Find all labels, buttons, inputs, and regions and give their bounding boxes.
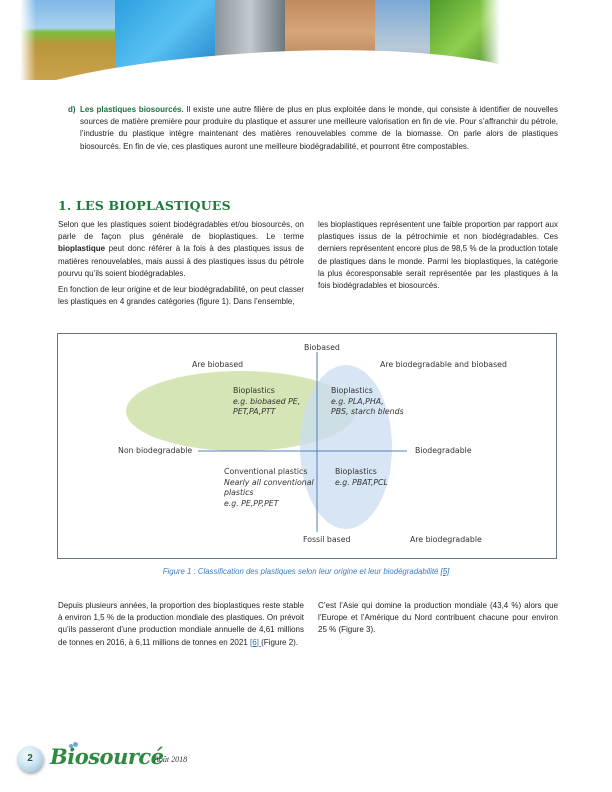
axis-label-biodegradable: Biodegradable (415, 446, 472, 455)
block-line: Nearly all conventional (224, 477, 314, 487)
banner-fade-left (20, 0, 36, 80)
block-line: e.g. PE,PP,PET (224, 498, 279, 508)
intro-body: Il existe une autre filière de plus en plus exploitée dans le monde, qui consiste à identifier de nouvelles sources de matière première pour produire du plastique et assurer une meilleure valorisation en fin de vie. Pour s’affranchir du pétrole, l’industrie du plastique intègre maintenant des matières renouvelables comme de la biomasse. On parle alors de plastiques biosourcés. En fin de vie, ces plastiques auront une meilleure biodégradabilité, et pourront être compostables. (80, 105, 558, 151)
text-run: Depuis plusieurs années, la proportion des bioplastiques reste stable à environ 1,5 % de la production mondiale des plastiques. On prévoit qu’ils passeront d’une production mondiale annuelle de 4,61 millions de tonnes en 2016, à 6,11 millions de tonnes en 2021 (58, 601, 304, 647)
block-line: plastics (224, 488, 254, 497)
reference-link-6[interactable]: [6] (250, 637, 262, 647)
text-run: Selon que les plastiques soient biodégradables et/ou biosourcés, on parle de façon plus générale de bioplastiques. Le terme (58, 220, 304, 242)
reference-link-5[interactable]: [5] (440, 567, 450, 576)
issue-date: Août 2018 (154, 755, 188, 764)
section-left-column (58, 219, 304, 312)
text-run: peut donc référer à la fois à des plastiques issus de matières renouvelables, mais aussi à des plastiques issus du pétrole pourvu qu’ils soient biodégradables. (58, 244, 304, 278)
block-line: PET,PA,PTT (233, 407, 276, 416)
brand-logo: Biosourcé (50, 744, 164, 769)
section-title: 1. LES BIOPLASTIQUES (58, 198, 231, 213)
text-run: (Figure 2). (261, 637, 299, 647)
page-number-badge: 2 (17, 746, 43, 772)
block-conventional-plastics (224, 467, 314, 509)
block-line: e.g. PBAT,PCL (335, 477, 388, 487)
block-biobased-bioplastics (233, 386, 300, 418)
block-title: Bioplastics (233, 386, 275, 395)
block-line: PBS, starch blends (331, 407, 404, 416)
section-right-column (318, 219, 558, 296)
block-biodegradable-biobased-bioplastics (331, 386, 404, 418)
block-title: Bioplastics (331, 386, 373, 395)
figure-caption (0, 567, 612, 576)
bottom-left-paragraph (58, 600, 304, 649)
block-title: Bioplastics (335, 467, 377, 476)
quadrant-label-are-biodegradable: Are biodegradable (410, 535, 482, 544)
list-marker: d) (68, 105, 76, 114)
bold-term: bioplastique (58, 244, 106, 254)
block-line: e.g. biobased PE, (233, 396, 301, 406)
axis-label-biobased: Biobased (304, 343, 340, 352)
block-fossil-biodegradable-bioplastics (335, 467, 388, 488)
block-line: e.g. PLA,PHA, (331, 396, 384, 406)
quadrant-label-biodegradable-biobased: Are biodegradable and biobased (380, 360, 507, 369)
paragraph: En fonction de leur origine et de leur biodégradabilité, on peut classer les plastiques en 4 grandes catégories (figure 1). Dans l’ensemble, (58, 285, 304, 307)
intro-paragraph (68, 104, 558, 153)
caption-text: Figure 1 : Classification des plastiques selon leur origine et leur biodégradabilité (162, 567, 441, 576)
bottom-right-paragraph: C’est l’Asie qui domine la production mondiale (43,4 %) alors que l’Europe et l’Amérique du Nord contribuent chacune pour environ 25 % (Figure 3). (318, 601, 558, 635)
banner-fade-right (480, 0, 500, 80)
header-banner (20, 0, 500, 80)
figure-classification-diagram (57, 333, 557, 559)
intro-lead: Les plastiques biosourcés. (80, 105, 184, 114)
quadrant-label-are-biobased: Are biobased (192, 360, 244, 369)
block-title: Conventional plastics (224, 467, 308, 476)
paragraph (58, 219, 304, 280)
axis-label-non-biodegradable: Non biodegradable (118, 446, 193, 455)
paragraph: les bioplastiques représentent une faible proportion par rapport aux plastiques issus de la pétrochimie et non biodégradables. Ces derniers représentent encore plus de 98,5 % de la production totale de plastiques dans le monde. Parmi les bioplastiques, la catégorie la plus écoresponsable serait représentée par les plastiques à la fois biodégradables et biosourcés. (318, 220, 558, 291)
axis-label-fossil-based: Fossil based (303, 535, 351, 544)
